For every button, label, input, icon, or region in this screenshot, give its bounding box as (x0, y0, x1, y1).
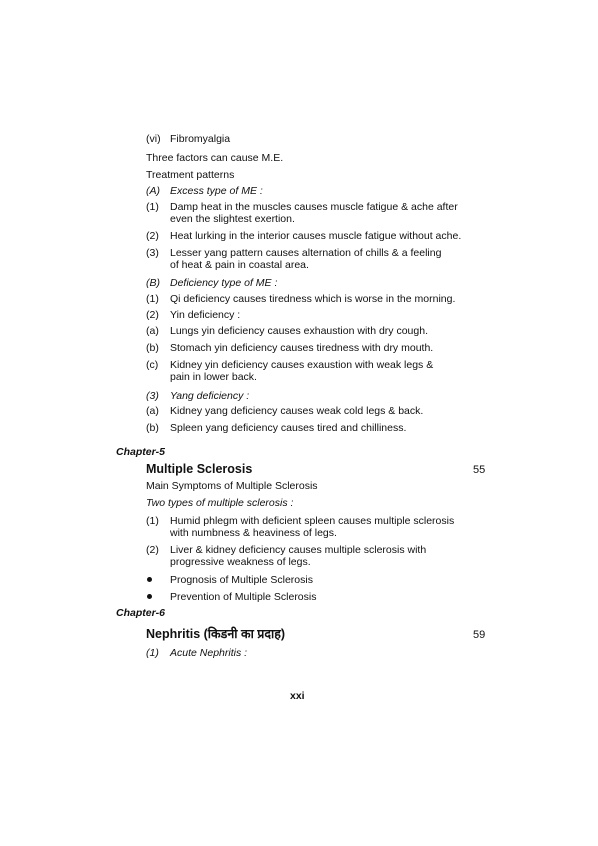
item-number: (1) (146, 293, 159, 305)
item-text-continued: even the slightest exertion. (170, 213, 295, 225)
item-number: (a) (146, 325, 159, 337)
subheading-number: (A) (146, 185, 160, 197)
text-line: Treatment patterns (146, 169, 235, 181)
item-number: (2) (146, 544, 159, 556)
bullet-dot (147, 577, 152, 582)
item-text-continued: of heat & pain in coastal area. (170, 259, 309, 271)
item-text: Humid phlegm with deficient spleen causes multiple sclerosis (170, 515, 455, 527)
item-text: Yin deficiency : (170, 309, 241, 321)
item-text-continued: pain in lower back. (170, 371, 257, 383)
item-number: (c) (146, 359, 159, 371)
chapter-label: Chapter-6 (116, 607, 166, 619)
item-number: (1) (146, 515, 159, 527)
chapter-label: Chapter-5 (116, 446, 166, 458)
bullet-dot (147, 594, 152, 599)
text-line-italic: Two types of multiple sclerosis : (146, 497, 294, 509)
chapter-title: Nephritis (किडनी का प्रदाह) (146, 627, 286, 641)
subheading-number: (3) (146, 390, 159, 402)
item-number: (vi) (146, 133, 161, 145)
page-number: xxi (290, 690, 305, 702)
item-number: (2) (146, 230, 159, 242)
item-text: Lesser yang pattern causes alternation of chills & a feeling (170, 247, 442, 259)
item-number: (b) (146, 342, 159, 354)
text-line: Main Symptoms of Multiple Sclerosis (146, 480, 318, 492)
subheading-text: Deficiency type of ME : (170, 277, 278, 289)
item-text-continued: progressive weakness of legs. (170, 556, 311, 568)
item-text: Kidney yin deficiency causes exaustion with weak legs & (170, 359, 434, 371)
item-number: (3) (146, 247, 159, 259)
item-number: (a) (146, 405, 159, 417)
chapter-page-number: 55 (473, 464, 486, 476)
bullet-text: Prognosis of Multiple Sclerosis (170, 574, 313, 586)
subheading-text: Acute Nephritis : (170, 647, 248, 659)
item-text: Qi deficiency causes tiredness which is worse in the morning. (170, 293, 456, 305)
item-text: Liver & kidney deficiency causes multiple sclerosis with (170, 544, 427, 556)
subheading-text: Yang deficiency : (170, 390, 250, 402)
item-text: Lungs yin deficiency causes exhaustion with dry cough. (170, 325, 428, 337)
item-text: Damp heat in the muscles causes muscle fatigue & ache after (170, 201, 458, 213)
chapter-title: Multiple Sclerosis (146, 462, 253, 476)
chapter-page-number: 59 (473, 629, 486, 641)
item-text-continued: with numbness & heaviness of legs. (170, 527, 337, 539)
item-text: Stomach yin deficiency causes tiredness with dry mouth. (170, 342, 434, 354)
subheading-number: (B) (146, 277, 160, 289)
item-text: Spleen yang deficiency causes tired and chilliness. (170, 422, 407, 434)
item-number: (b) (146, 422, 159, 434)
subheading-text: Excess type of ME : (170, 185, 263, 197)
bullet-text: Prevention of Multiple Sclerosis (170, 591, 317, 603)
subheading-number: (1) (146, 647, 159, 659)
text-line: Three factors can cause M.E. (146, 152, 284, 164)
item-text: Heat lurking in the interior causes muscle fatigue without ache. (170, 230, 462, 242)
item-number: (1) (146, 201, 159, 213)
item-text: Fibromyalgia (170, 133, 231, 145)
item-number: (2) (146, 309, 159, 321)
item-text: Kidney yang deficiency causes weak cold legs & back. (170, 405, 424, 417)
